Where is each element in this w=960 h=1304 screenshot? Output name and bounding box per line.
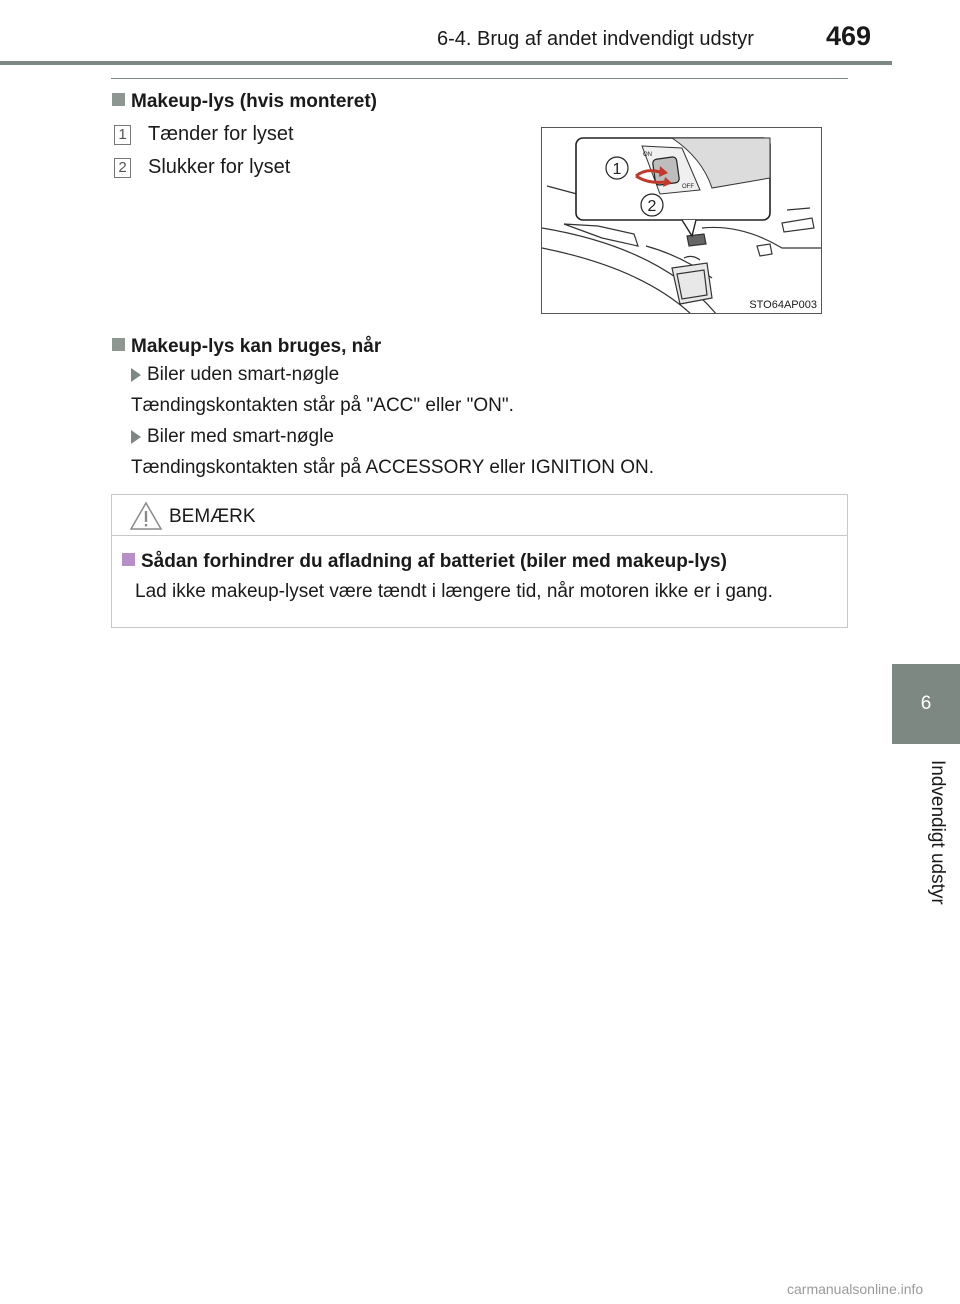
heading-text: Makeup-lys kan bruges, når xyxy=(131,336,382,357)
notice-subheading-text: Sådan forhindrer du afladning af batteriet (biler med makeup-lys) xyxy=(141,551,727,572)
list-item xyxy=(114,123,294,146)
case-text-without-smart-key: Tændingskontakten står på "ACC" eller "ON". xyxy=(131,395,514,416)
callout-1: 1 xyxy=(612,161,622,178)
section-heading-makeup-light xyxy=(112,91,377,113)
chapter-label: Indvendigt udstyr xyxy=(927,760,948,905)
notice-square-icon xyxy=(122,553,135,566)
warning-triangle-icon xyxy=(129,501,163,531)
chapter-tab xyxy=(892,664,960,744)
case-label-text: Biler uden smart-nøgle xyxy=(147,364,340,385)
heading-square-icon xyxy=(112,93,125,106)
notice-header xyxy=(112,495,847,536)
case-label-without-smart-key xyxy=(131,364,339,386)
makeup-light-figure xyxy=(541,127,822,314)
notice-body: Lad ikke makeup-lyset være tændt i længere tid, når motoren ikke er i gang. xyxy=(135,581,773,602)
watermark: carmanualsonline.info xyxy=(787,1281,924,1297)
figure-code: STO64AP003 xyxy=(749,299,817,311)
number-box: 2 xyxy=(114,158,131,178)
case-label-text: Biler med smart-nøgle xyxy=(147,426,334,447)
list-item xyxy=(114,156,290,179)
header-rule xyxy=(0,61,892,65)
heading-square-icon xyxy=(112,338,125,351)
chapter-number: 6 xyxy=(920,693,932,714)
switch-off-label: OFF xyxy=(682,184,694,190)
triangle-bullet-icon xyxy=(131,430,141,444)
heading-text: Makeup-lys (hvis monteret) xyxy=(131,91,377,112)
triangle-bullet-icon xyxy=(131,368,141,382)
notice-title: BEMÆRK xyxy=(169,506,256,527)
notice-subheading xyxy=(122,551,727,573)
switch-on-label: ON xyxy=(643,152,652,158)
callout-2: 2 xyxy=(647,198,657,215)
item-text: Tænder for lyset xyxy=(148,123,294,145)
number-box: 1 xyxy=(114,125,131,145)
content-top-rule xyxy=(111,78,848,79)
page-number: 469 xyxy=(826,21,872,51)
section-heading-usage xyxy=(112,336,381,358)
case-label-with-smart-key xyxy=(131,426,334,448)
notice-box xyxy=(111,494,848,628)
ceiling-console-illustration xyxy=(542,128,822,314)
item-text: Slukker for lyset xyxy=(148,156,291,178)
case-text-with-smart-key: Tændingskontakten står på ACCESSORY eller IGNITION ON. xyxy=(131,457,655,478)
header-section-title: 6-4. Brug af andet indvendigt udstyr xyxy=(437,28,754,50)
